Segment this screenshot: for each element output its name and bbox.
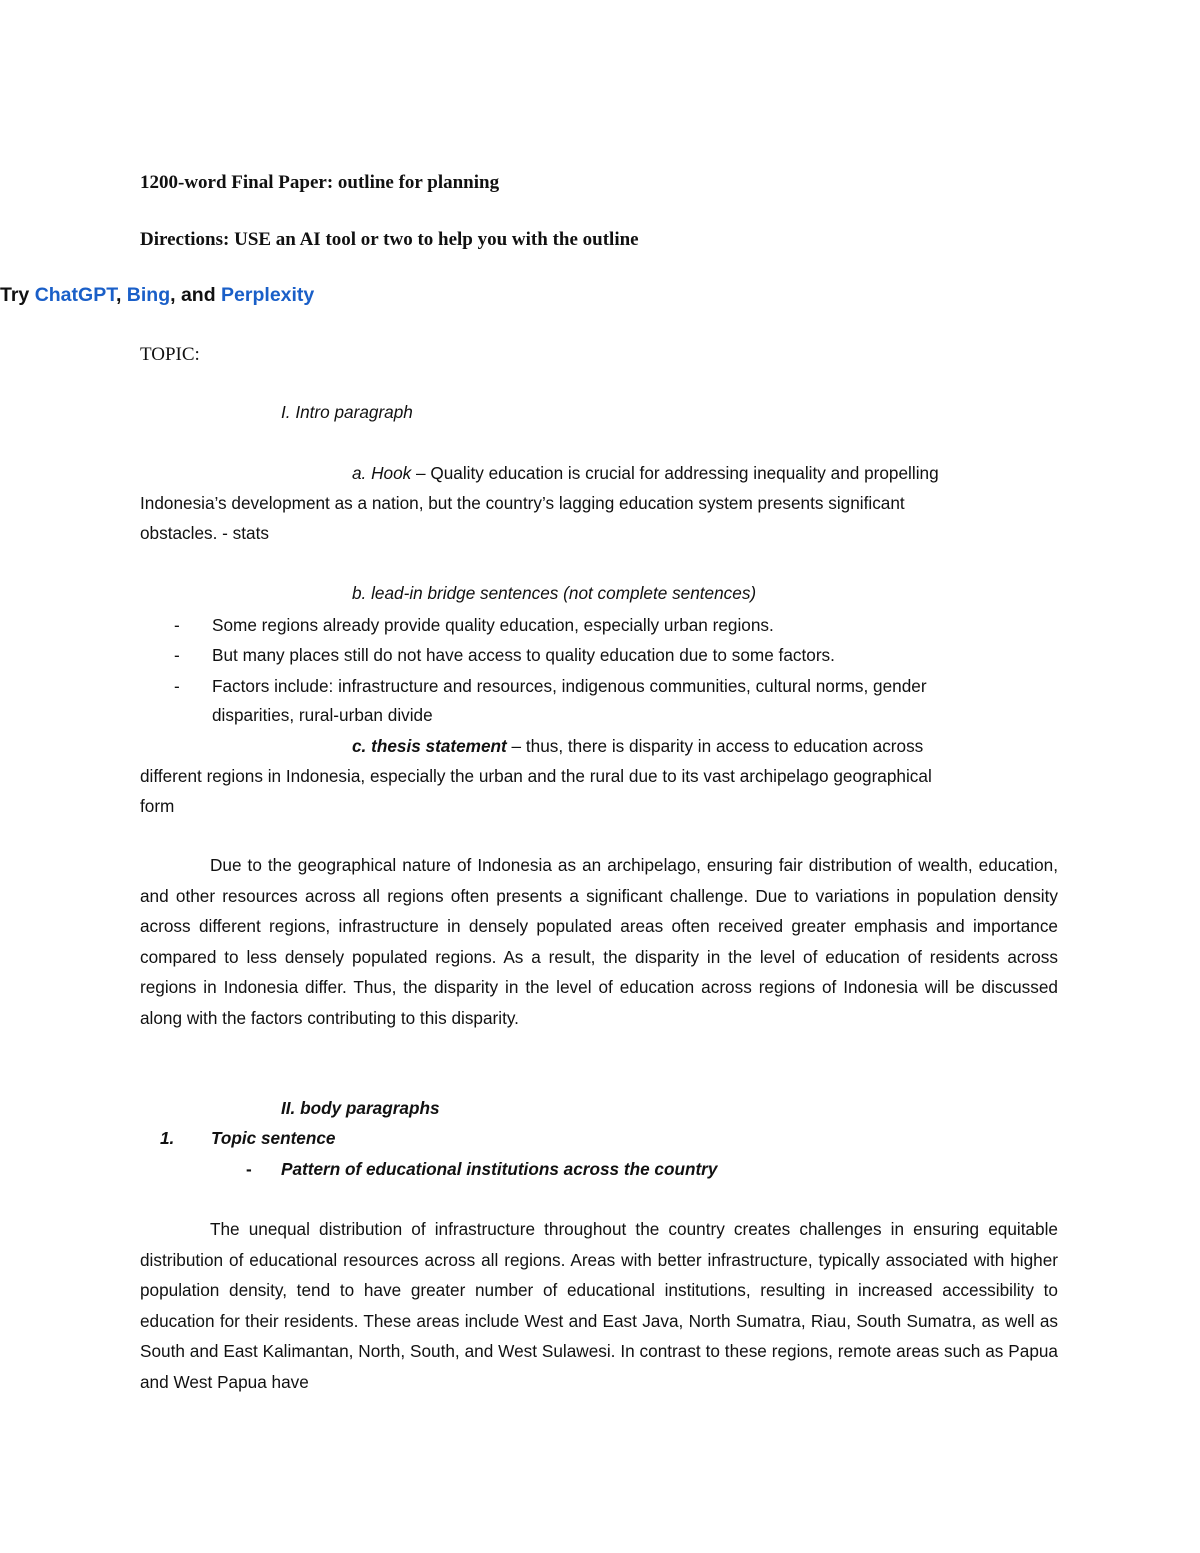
intro-paragraph: Due to the geographical nature of Indonesia as an archipelago, ensuring fair distribution of wealth, education, and other resources across all regions often presents a significant challenge. Due to variations in population density across different regions, infrastructure in densely populated areas often received greater emphasis and importance compared to less densely populated regions. As a result, the disparity in the level of education of residents across regions in Indonesia differ. Thus, the disparity in the level of education across regions of Indonesia will be discussed along with the factors contributing to this disparity. (140, 855, 1058, 1028)
thesis-label: c. thesis statement (352, 736, 507, 756)
bridge-item-3: Factors include: infrastructure and resources, indigenous communities, cultural norms, gender (212, 676, 927, 696)
try-sep-2: , and (170, 284, 222, 306)
hook-line-1 (352, 463, 939, 484)
intro-heading: I. Intro paragraph (281, 402, 413, 422)
hook-line-2: Indonesia’s development as a nation, but the country’s lagging education system presents significant (140, 493, 905, 513)
bridge-heading: b. lead-in bridge sentences (not complete sentences) (352, 583, 757, 603)
bridge-item-1: Some regions already provide quality education, especially urban regions. (212, 615, 774, 635)
thesis-text-1: – thus, there is disparity in access to education across (506, 736, 924, 756)
topic-number: 1. (160, 1128, 175, 1148)
bridge-item-3-continued: disparities, rural-urban divide (212, 705, 433, 725)
try-sep-1: , (115, 284, 127, 306)
topic-sentence-label: Topic sentence (211, 1128, 336, 1148)
body-paragraph: The unequal distribution of infrastructure throughout the country creates challenges in ensuring equitable distribution of educational resources across all regions. Areas with better infrastructure, typically associated with higher population density, tend to have greater number of educational institutions, resulting in increased accessibility to education for their residents. These areas include West and East Java, North Sumatra, Riau, South Sumatra, as well as South and East Kalimantan, North, South, and West Sulawesi. In contrast to these regions, remote areas such as Papua and West Papua have (140, 1219, 1058, 1392)
thesis-line-3: form (140, 796, 175, 816)
topic-label: TOPIC: (140, 344, 200, 365)
pattern-line: Pattern of educational institutions across the country (281, 1159, 718, 1179)
hook-label: a. Hook (352, 463, 412, 483)
bullet-dash: - (174, 615, 180, 635)
body-heading: II. body paragraphs (281, 1098, 440, 1118)
bullet-dash: - (174, 645, 180, 665)
bullet-dash: - (174, 676, 180, 696)
perplexity-link[interactable]: Perplexity (221, 284, 315, 306)
hook-line-3: obstacles. - stats (140, 523, 269, 543)
try-tools-line (0, 284, 314, 307)
directions-line: Directions: USE an AI tool or two to help you with the outline (140, 229, 639, 250)
thesis-line-1 (352, 736, 923, 757)
pattern-dash: - (246, 1159, 252, 1179)
bridge-item-2: But many places still do not have access to quality education due to some factors. (212, 645, 835, 665)
hook-text-1: – Quality education is crucial for addressing inequality and propelling (411, 463, 939, 483)
chatgpt-link[interactable]: ChatGPT (34, 284, 116, 306)
thesis-line-2: different regions in Indonesia, especially the urban and the rural due to its vast archipelago geographical (140, 766, 932, 786)
try-prefix: Try (0, 284, 35, 306)
document-title: 1200-word Final Paper: outline for planning (140, 172, 500, 193)
bing-link[interactable]: Bing (126, 284, 171, 306)
